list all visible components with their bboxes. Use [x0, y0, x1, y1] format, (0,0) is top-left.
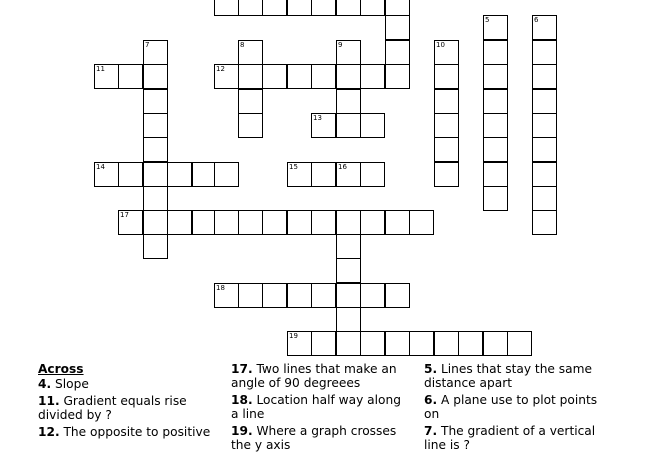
- clue-4: 4. Slope: [38, 377, 89, 391]
- grid-cell[interactable]: [143, 186, 168, 211]
- clue-number-6: 6: [534, 16, 539, 24]
- grid-cell[interactable]: [336, 283, 361, 308]
- grid-cell[interactable]: [409, 210, 434, 235]
- grid-cell[interactable]: [214, 0, 239, 16]
- clue-number-11: 11: [96, 65, 105, 73]
- clue-7: 7. The gradient of a vertical line is ?: [424, 424, 596, 452]
- grid-cell[interactable]: [483, 113, 508, 138]
- grid-cell[interactable]: [360, 64, 385, 89]
- clue-number-7: 7: [145, 41, 150, 49]
- grid-cell[interactable]: [262, 210, 287, 235]
- grid-cell[interactable]: [143, 64, 168, 89]
- clue-6: 6. A plane use to plot points on: [424, 393, 598, 421]
- grid-cell[interactable]: [532, 40, 557, 65]
- grid-cell[interactable]: [385, 331, 410, 356]
- grid-cell[interactable]: [238, 283, 263, 308]
- grid-cell[interactable]: [336, 64, 361, 89]
- grid-cell[interactable]: [262, 283, 287, 308]
- grid-cell[interactable]: [360, 283, 385, 308]
- grid-cell[interactable]: [311, 162, 336, 187]
- grid-cell[interactable]: [434, 137, 459, 162]
- clue-18: 18. Location half way along a line: [231, 393, 401, 421]
- grid-cell[interactable]: [483, 137, 508, 162]
- clue-11: 11. Gradient equals rise divided by ?: [38, 394, 187, 422]
- grid-cell[interactable]: [238, 89, 263, 114]
- grid-cell[interactable]: [262, 64, 287, 89]
- grid-cell[interactable]: [238, 210, 263, 235]
- clue-number-19: 19: [289, 332, 298, 340]
- grid-cell[interactable]: [262, 0, 287, 16]
- grid-cell[interactable]: [143, 162, 168, 187]
- grid-cell[interactable]: [385, 0, 410, 16]
- grid-cell[interactable]: [192, 210, 217, 235]
- grid-cell[interactable]: [532, 137, 557, 162]
- clue-12: 12. The opposite to positive: [38, 425, 211, 439]
- clue-number-16: 16: [338, 163, 347, 171]
- grid-cell[interactable]: [336, 331, 361, 356]
- clue-number-8: 8: [240, 41, 245, 49]
- grid-cell[interactable]: [360, 162, 385, 187]
- grid-cell[interactable]: [238, 64, 263, 89]
- grid-cell[interactable]: [336, 307, 361, 332]
- grid-cell[interactable]: [458, 331, 483, 356]
- grid-cell[interactable]: [118, 162, 143, 187]
- grid-cell[interactable]: [434, 113, 459, 138]
- grid-cell[interactable]: [409, 331, 434, 356]
- grid-cell[interactable]: [336, 210, 361, 235]
- grid-cell[interactable]: [483, 64, 508, 89]
- clue-17: 17. Two lines that make an angle of 90 degreees: [231, 362, 397, 390]
- grid-cell[interactable]: [287, 283, 312, 308]
- clues-column-3: [424, 362, 614, 455]
- grid-cell[interactable]: [483, 89, 508, 114]
- grid-cell[interactable]: [483, 162, 508, 187]
- clue-number-13: 13: [313, 114, 322, 122]
- grid-cell[interactable]: [360, 210, 385, 235]
- grid-cell[interactable]: [532, 186, 557, 211]
- grid-cell[interactable]: [167, 162, 192, 187]
- clue-number-18: 18: [216, 284, 225, 292]
- grid-cell[interactable]: [434, 64, 459, 89]
- grid-cell[interactable]: [532, 113, 557, 138]
- grid-cell[interactable]: [287, 0, 312, 16]
- grid-cell[interactable]: [118, 64, 143, 89]
- grid-cell[interactable]: [336, 234, 361, 259]
- grid-cell[interactable]: [360, 331, 385, 356]
- grid-cell[interactable]: [532, 64, 557, 89]
- grid-cell[interactable]: [336, 0, 361, 16]
- grid-cell[interactable]: [360, 0, 385, 16]
- grid-cell[interactable]: [360, 113, 385, 138]
- grid-cell[interactable]: [385, 283, 410, 308]
- clue-19: 19. Where a graph crosses the y axis: [231, 424, 397, 452]
- grid-cell[interactable]: [385, 64, 410, 89]
- grid-cell[interactable]: [143, 234, 168, 259]
- grid-cell[interactable]: [385, 40, 410, 65]
- clues-column-1: [38, 362, 218, 442]
- grid-cell[interactable]: [483, 186, 508, 211]
- grid-cell[interactable]: [143, 210, 168, 235]
- grid-cell[interactable]: [434, 89, 459, 114]
- grid-cell[interactable]: [238, 113, 263, 138]
- grid-cell[interactable]: [311, 64, 336, 89]
- grid-cell[interactable]: [143, 113, 168, 138]
- clue-number-9: 9: [338, 41, 343, 49]
- clues-column-2: [231, 362, 411, 455]
- grid-cell[interactable]: [434, 331, 459, 356]
- grid-cell[interactable]: [192, 162, 217, 187]
- grid-cell[interactable]: [336, 258, 361, 283]
- clue-number-5: 5: [485, 16, 490, 24]
- grid-cell[interactable]: [532, 162, 557, 187]
- grid-cell[interactable]: [336, 113, 361, 138]
- clue-5: 5. Lines that stay the same distance apart: [424, 362, 592, 390]
- grid-cell[interactable]: [483, 40, 508, 65]
- grid-cell[interactable]: [311, 331, 336, 356]
- grid-cell[interactable]: [311, 283, 336, 308]
- grid-cell[interactable]: [167, 210, 192, 235]
- grid-cell[interactable]: [143, 89, 168, 114]
- clue-number-14: 14: [96, 163, 105, 171]
- grid-cell[interactable]: [483, 331, 508, 356]
- grid-cell[interactable]: [311, 0, 336, 16]
- grid-cell[interactable]: [238, 0, 263, 16]
- clue-number-12: 12: [216, 65, 225, 73]
- grid-cell[interactable]: [385, 15, 410, 40]
- grid-cell[interactable]: [214, 210, 239, 235]
- clue-number-10: 10: [436, 41, 445, 49]
- grid-cell[interactable]: [507, 331, 532, 356]
- grid-cell[interactable]: [287, 210, 312, 235]
- grid-cell[interactable]: [336, 89, 361, 114]
- grid-cell[interactable]: [532, 89, 557, 114]
- grid-cell[interactable]: [143, 137, 168, 162]
- grid-cell[interactable]: [311, 210, 336, 235]
- grid-cell[interactable]: [532, 210, 557, 235]
- grid-cell[interactable]: [385, 210, 410, 235]
- grid-cell[interactable]: [287, 64, 312, 89]
- grid-cell[interactable]: [214, 162, 239, 187]
- grid-cell[interactable]: [434, 162, 459, 187]
- clue-number-17: 17: [120, 211, 129, 219]
- across-header: Across: [38, 362, 84, 376]
- clue-number-15: 15: [289, 163, 298, 171]
